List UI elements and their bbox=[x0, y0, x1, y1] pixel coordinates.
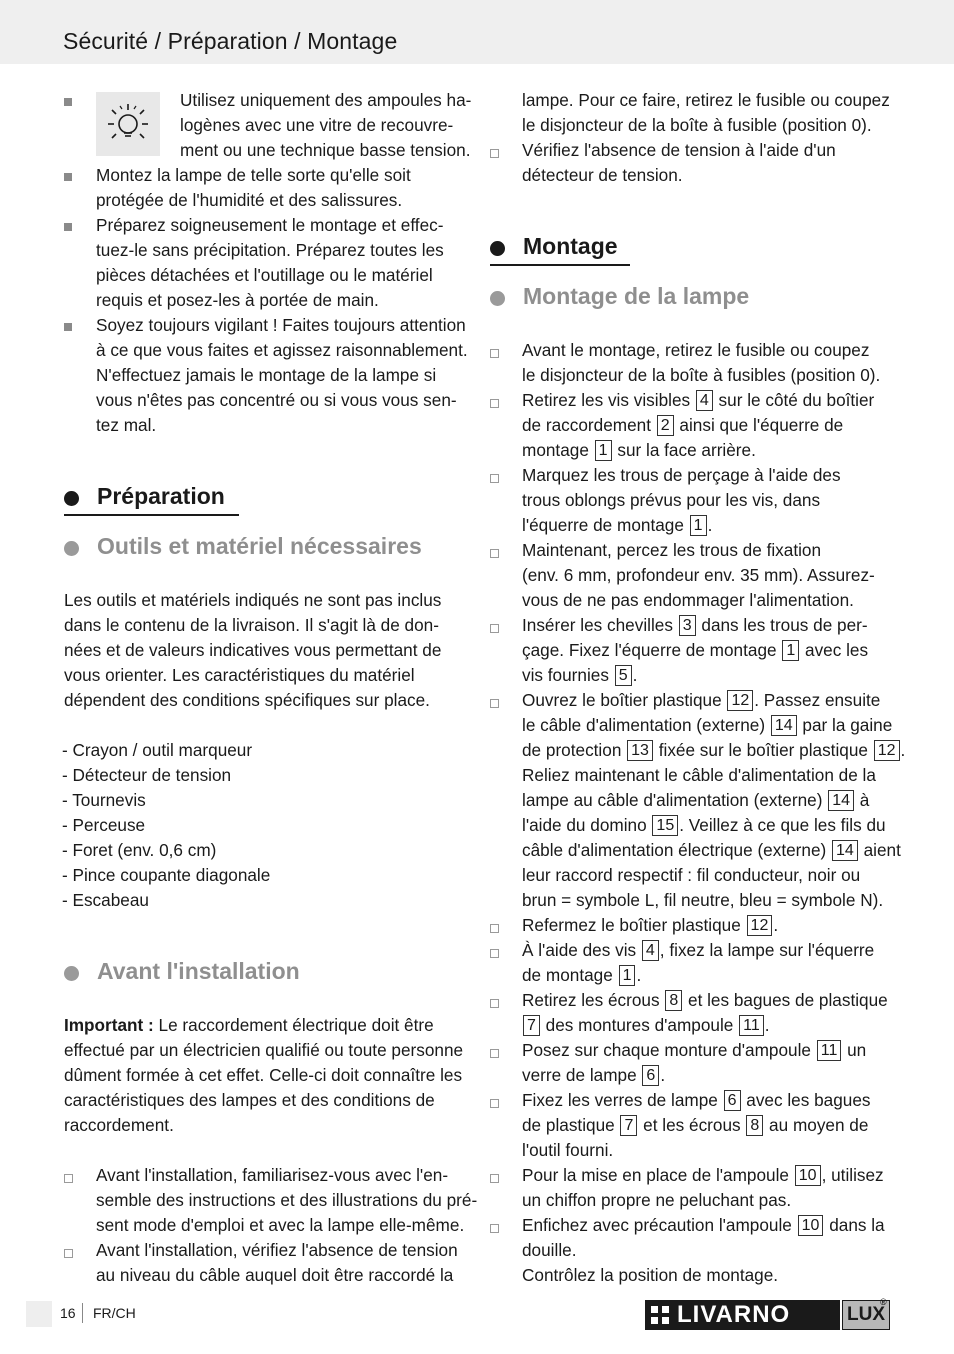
text-line bbox=[522, 1088, 871, 1113]
part-number: 13 bbox=[627, 740, 653, 761]
page-number: 16 bbox=[60, 1305, 76, 1321]
heading-dot bbox=[64, 491, 79, 506]
text-line bbox=[522, 738, 905, 763]
part-number: 11 bbox=[739, 1015, 764, 1036]
heading-underline bbox=[490, 264, 630, 266]
checkbox-bullet bbox=[490, 949, 499, 958]
text-run: . bbox=[764, 1015, 770, 1035]
footer-divider bbox=[82, 1303, 83, 1323]
text-run: des montures d'ampoule bbox=[540, 1015, 739, 1035]
checkbox-bullet bbox=[490, 474, 499, 483]
text-line: leur raccord respectif : fil conducteur, noir ou bbox=[522, 865, 861, 885]
text-line: Avant le montage, retirez le fusible ou coupez bbox=[522, 340, 870, 360]
heading-montage: Montage bbox=[523, 233, 618, 259]
part-number: 1 bbox=[595, 440, 612, 461]
text-line: l'outil fourni. bbox=[522, 1140, 614, 1160]
heading-montage-lampe: Montage de la lampe bbox=[523, 283, 750, 309]
checkbox-bullet bbox=[490, 399, 499, 408]
text-run: dans la bbox=[824, 1215, 885, 1235]
tool-item: - Escabeau bbox=[62, 890, 149, 910]
text-line: à ce que vous faites et agissez raisonnablement. bbox=[96, 340, 468, 360]
tool-item: - Foret (env. 0,6 cm) bbox=[62, 840, 217, 860]
logo-main bbox=[645, 1300, 840, 1330]
text-line: pièces détachées et l'outillage ou le matériel bbox=[96, 265, 433, 285]
text-line: tuez-le sans précipitation. Préparez toutes les bbox=[96, 240, 444, 260]
bullet-square bbox=[64, 173, 72, 181]
text-line: semble des instructions et des illustrations du pré- bbox=[96, 1190, 478, 1210]
text-run: fixée sur le boîtier plastique bbox=[653, 740, 873, 760]
text-line: caractéristiques des lampes et des conditions de bbox=[64, 1090, 435, 1110]
checkbox-bullet bbox=[490, 1049, 499, 1058]
important-label: Important : bbox=[64, 1015, 154, 1035]
part-number: 14 bbox=[832, 840, 858, 861]
text-line: Utilisez uniquement des ampoules ha- bbox=[180, 90, 472, 110]
text-run: Pour la mise en place de l'ampoule bbox=[522, 1165, 794, 1185]
text-run: dans les trous de per- bbox=[696, 615, 868, 635]
part-number: 10 bbox=[798, 1215, 824, 1236]
text-line bbox=[522, 713, 892, 738]
part-number: 4 bbox=[696, 390, 713, 411]
text-line bbox=[522, 838, 901, 863]
checkbox-bullet bbox=[490, 1099, 499, 1108]
logo-lux-text: LUX bbox=[847, 1304, 885, 1325]
bullet-square bbox=[64, 98, 72, 106]
text-line: un chiffon propre ne peluchant pas. bbox=[522, 1190, 792, 1210]
checkbox-bullet bbox=[490, 699, 499, 708]
text-line: Montez la lampe de telle sorte qu'elle soit bbox=[96, 165, 411, 185]
text-line bbox=[522, 1063, 665, 1088]
part-number: 6 bbox=[724, 1090, 741, 1111]
bullet-square bbox=[64, 223, 72, 231]
heading-preparation: Préparation bbox=[97, 483, 225, 509]
heading-dot bbox=[490, 241, 505, 256]
text-run: avec les bbox=[800, 640, 869, 660]
heading-dot bbox=[490, 291, 505, 306]
part-number: 8 bbox=[665, 990, 682, 1011]
text-line: vous de ne pas endommager l'alimentation. bbox=[522, 590, 854, 610]
text-run: au moyen de bbox=[764, 1115, 869, 1135]
text-line: ment ou une technique basse tension. bbox=[180, 140, 471, 160]
text-run: , utilisez bbox=[821, 1165, 884, 1185]
text-line bbox=[522, 638, 868, 663]
text-run: par la gaine bbox=[797, 715, 893, 735]
text-line bbox=[64, 1013, 434, 1038]
text-line bbox=[522, 988, 888, 1013]
part-number: 12 bbox=[874, 740, 900, 761]
heading-avant: Avant l'installation bbox=[97, 958, 300, 984]
text-line bbox=[522, 1013, 770, 1038]
text-run: de plastique bbox=[522, 1115, 620, 1135]
part-number: 1 bbox=[782, 640, 799, 661]
text-line: raccordement. bbox=[64, 1115, 174, 1135]
text-run: avec les bagues bbox=[741, 1090, 871, 1110]
part-number: 3 bbox=[679, 615, 696, 636]
text-run: Fixez les verres de lampe bbox=[522, 1090, 723, 1110]
text-run: Posez sur chaque monture d'ampoule bbox=[522, 1040, 816, 1060]
text-run: de protection bbox=[522, 740, 627, 760]
text-line bbox=[522, 788, 869, 813]
text-line: trous oblongs prévus pour les vis, dans bbox=[522, 490, 821, 510]
text-run: aient bbox=[858, 840, 901, 860]
text-run: Insérer les chevilles bbox=[522, 615, 678, 635]
text-run: , fixez la lampe sur l'équerre bbox=[659, 940, 875, 960]
text-line: au niveau du câble auquel doit être raccordé la bbox=[96, 1265, 454, 1285]
text-line bbox=[522, 388, 874, 413]
tool-item: - Perceuse bbox=[62, 815, 146, 835]
text-line bbox=[522, 513, 712, 538]
text-run: À l'aide des vis bbox=[522, 940, 641, 960]
part-number: 12 bbox=[747, 915, 773, 936]
part-number: 14 bbox=[828, 790, 854, 811]
text-run: lampe au câble d'alimentation (externe) bbox=[522, 790, 828, 810]
text-run: . Veillez à ce que les fils du bbox=[679, 815, 886, 835]
text-line: sent mode d'emploi et avec la lampe elle-même. bbox=[96, 1215, 465, 1235]
text-line: brun = symbole L, fil neutre, bleu = symbole N). bbox=[522, 890, 884, 910]
part-number: 1 bbox=[619, 965, 636, 986]
text-line: Contrôlez la position de montage. bbox=[522, 1265, 779, 1285]
text-run: câble d'alimentation électrique (externe) bbox=[522, 840, 832, 860]
text-line: Maintenant, percez les trous de fixation bbox=[522, 540, 822, 560]
text-line: dûment formée à cet effet. Celle-ci doit connaître les bbox=[64, 1065, 463, 1085]
language-code: FR/CH bbox=[93, 1305, 136, 1321]
text-run: . bbox=[660, 1065, 666, 1085]
text-run: l'équerre de montage bbox=[522, 515, 689, 535]
tool-item: - Détecteur de tension bbox=[62, 765, 232, 785]
text-line bbox=[522, 963, 641, 988]
text-line bbox=[522, 1038, 866, 1063]
part-number: 4 bbox=[642, 940, 659, 961]
text-run: . bbox=[773, 915, 779, 935]
checkbox-bullet bbox=[490, 999, 499, 1008]
text-line: (env. 6 mm, profondeur env. 35 mm). Assurez- bbox=[522, 565, 875, 585]
text-run: le câble d'alimentation (externe) bbox=[522, 715, 770, 735]
part-number: 8 bbox=[746, 1115, 763, 1136]
important-text: Le raccordement électrique doit être bbox=[153, 1015, 434, 1035]
part-number: 12 bbox=[727, 690, 753, 711]
text-line bbox=[522, 1213, 885, 1238]
checkbox-bullet bbox=[490, 349, 499, 358]
halogen-bulb-icon bbox=[96, 92, 160, 156]
part-number: 2 bbox=[657, 415, 674, 436]
text-line: Avant l'installation, familiarisez-vous avec l'en- bbox=[96, 1165, 449, 1185]
logo-grid-icon bbox=[651, 1306, 669, 1324]
livarno-lux-logo bbox=[645, 1297, 889, 1330]
text-run: sur le côté du boîtier bbox=[713, 390, 875, 410]
text-line bbox=[522, 663, 637, 688]
part-number: 7 bbox=[620, 1115, 637, 1136]
text-run: . bbox=[636, 965, 642, 985]
text-run: montage bbox=[522, 440, 594, 460]
part-number: 6 bbox=[642, 1065, 659, 1086]
text-line: Les outils et matériels indiqués ne sont pas inclus bbox=[64, 590, 442, 610]
text-run: çage. Fixez l'équerre de montage bbox=[522, 640, 782, 660]
text-line bbox=[522, 1113, 868, 1138]
text-line: tez mal. bbox=[96, 415, 157, 435]
text-line: logènes avec une vitre de recouvre- bbox=[180, 115, 454, 135]
text-line bbox=[522, 913, 778, 938]
checkbox-bullet bbox=[490, 624, 499, 633]
text-line bbox=[522, 938, 874, 963]
text-run: Retirez les vis visibles bbox=[522, 390, 695, 410]
text-run: l'aide du domino bbox=[522, 815, 652, 835]
text-line: vous n'êtes pas concentré ou si vous vous sen- bbox=[96, 390, 457, 410]
page-title: Sécurité / Préparation / Montage bbox=[63, 28, 398, 54]
text-line: requis et posez-les à portée de main. bbox=[96, 290, 379, 310]
text-run: un bbox=[842, 1040, 867, 1060]
checkbox-bullet bbox=[64, 1174, 73, 1183]
text-line: Reliez maintenant le câble d'alimentation de la bbox=[522, 765, 876, 785]
text-run: de raccordement bbox=[522, 415, 656, 435]
text-line: lampe. Pour ce faire, retirez le fusible ou coupez bbox=[522, 90, 890, 110]
text-line: douille. bbox=[522, 1240, 577, 1260]
footer-tab bbox=[26, 1301, 52, 1327]
text-run: verre de lampe bbox=[522, 1065, 642, 1085]
checkbox-bullet bbox=[490, 924, 499, 933]
tool-item: - Tournevis bbox=[62, 790, 146, 810]
text-run: Retirez les écrous bbox=[522, 990, 665, 1010]
text-line: dans le contenu de la livraison. Il s'agit là de don- bbox=[64, 615, 439, 635]
text-run: à bbox=[854, 790, 870, 810]
checkbox-bullet bbox=[490, 549, 499, 558]
part-number: 7 bbox=[523, 1015, 540, 1036]
part-number: 1 bbox=[690, 515, 707, 536]
checkbox-bullet bbox=[490, 1174, 499, 1183]
text-line: protégée de l'humidité et des salissures. bbox=[96, 190, 403, 210]
text-line: Préparez soigneusement le montage et effec- bbox=[96, 215, 444, 235]
part-number: 11 bbox=[817, 1040, 842, 1061]
text-line: le disjoncteur de la boîte à fusible (position 0). bbox=[522, 115, 872, 135]
text-line: nées et de valeurs indicatives vous permettant de bbox=[64, 640, 442, 660]
text-line: N'effectuez jamais le montage de la lampe si bbox=[96, 365, 437, 385]
text-line: effectué par un électricien qualifié ou toute personne bbox=[64, 1040, 464, 1060]
text-line bbox=[522, 613, 868, 638]
registered-mark: ® bbox=[880, 1297, 887, 1307]
text-run: et les écrous bbox=[638, 1115, 746, 1135]
text-run: vis fournies bbox=[522, 665, 614, 685]
text-line: dépendent des conditions spécifiques sur place. bbox=[64, 690, 430, 710]
checkbox-bullet bbox=[490, 149, 499, 158]
text-run: . bbox=[707, 515, 713, 535]
part-number: 14 bbox=[771, 715, 797, 736]
part-number: 5 bbox=[615, 665, 632, 686]
text-run: de montage bbox=[522, 965, 618, 985]
text-line: Marquez les trous de perçage à l'aide des bbox=[522, 465, 841, 485]
text-run: . Passez ensuite bbox=[754, 690, 881, 710]
page-header bbox=[0, 0, 954, 64]
heading-dot bbox=[64, 966, 79, 981]
text-line: détecteur de tension. bbox=[522, 165, 683, 185]
text-run: . bbox=[632, 665, 638, 685]
bullet-square bbox=[64, 323, 72, 331]
heading-outils: Outils et matériel nécessaires bbox=[97, 533, 422, 559]
text-line bbox=[522, 413, 843, 438]
heading-dot bbox=[64, 541, 79, 556]
part-number: 10 bbox=[795, 1165, 821, 1186]
text-line: le disjoncteur de la boîte à fusibles (position 0). bbox=[522, 365, 881, 385]
checkbox-bullet bbox=[490, 1224, 499, 1233]
text-line bbox=[522, 438, 756, 463]
text-run: sur la face arrière. bbox=[612, 440, 756, 460]
text-run: . bbox=[900, 740, 906, 760]
part-number: 15 bbox=[652, 815, 678, 836]
text-run: ainsi que l'équerre de bbox=[674, 415, 844, 435]
text-run: et les bagues de plastique bbox=[683, 990, 888, 1010]
text-line: vous orienter. Les caractéristiques du matériel bbox=[64, 665, 415, 685]
heading-underline bbox=[64, 514, 239, 516]
text-run: Ouvrez le boîtier plastique bbox=[522, 690, 727, 710]
text-line: Soyez toujours vigilant ! Faites toujours attention bbox=[96, 315, 466, 335]
text-line: Avant l'installation, vérifiez l'absence de tension bbox=[96, 1240, 458, 1260]
text-line bbox=[522, 813, 886, 838]
text-run: Enfichez avec précaution l'ampoule bbox=[522, 1215, 797, 1235]
checkbox-bullet bbox=[64, 1249, 73, 1258]
text-line: Vérifiez l'absence de tension à l'aide d'un bbox=[522, 140, 836, 160]
tool-item: - Crayon / outil marqueur bbox=[62, 740, 253, 760]
text-run: Refermez le boîtier plastique bbox=[522, 915, 746, 935]
tool-item: - Pince coupante diagonale bbox=[62, 865, 271, 885]
logo-lux bbox=[842, 1297, 890, 1330]
logo-main-text: LIVARNO bbox=[677, 1301, 791, 1328]
text-line bbox=[522, 1163, 884, 1188]
text-line bbox=[522, 688, 880, 713]
